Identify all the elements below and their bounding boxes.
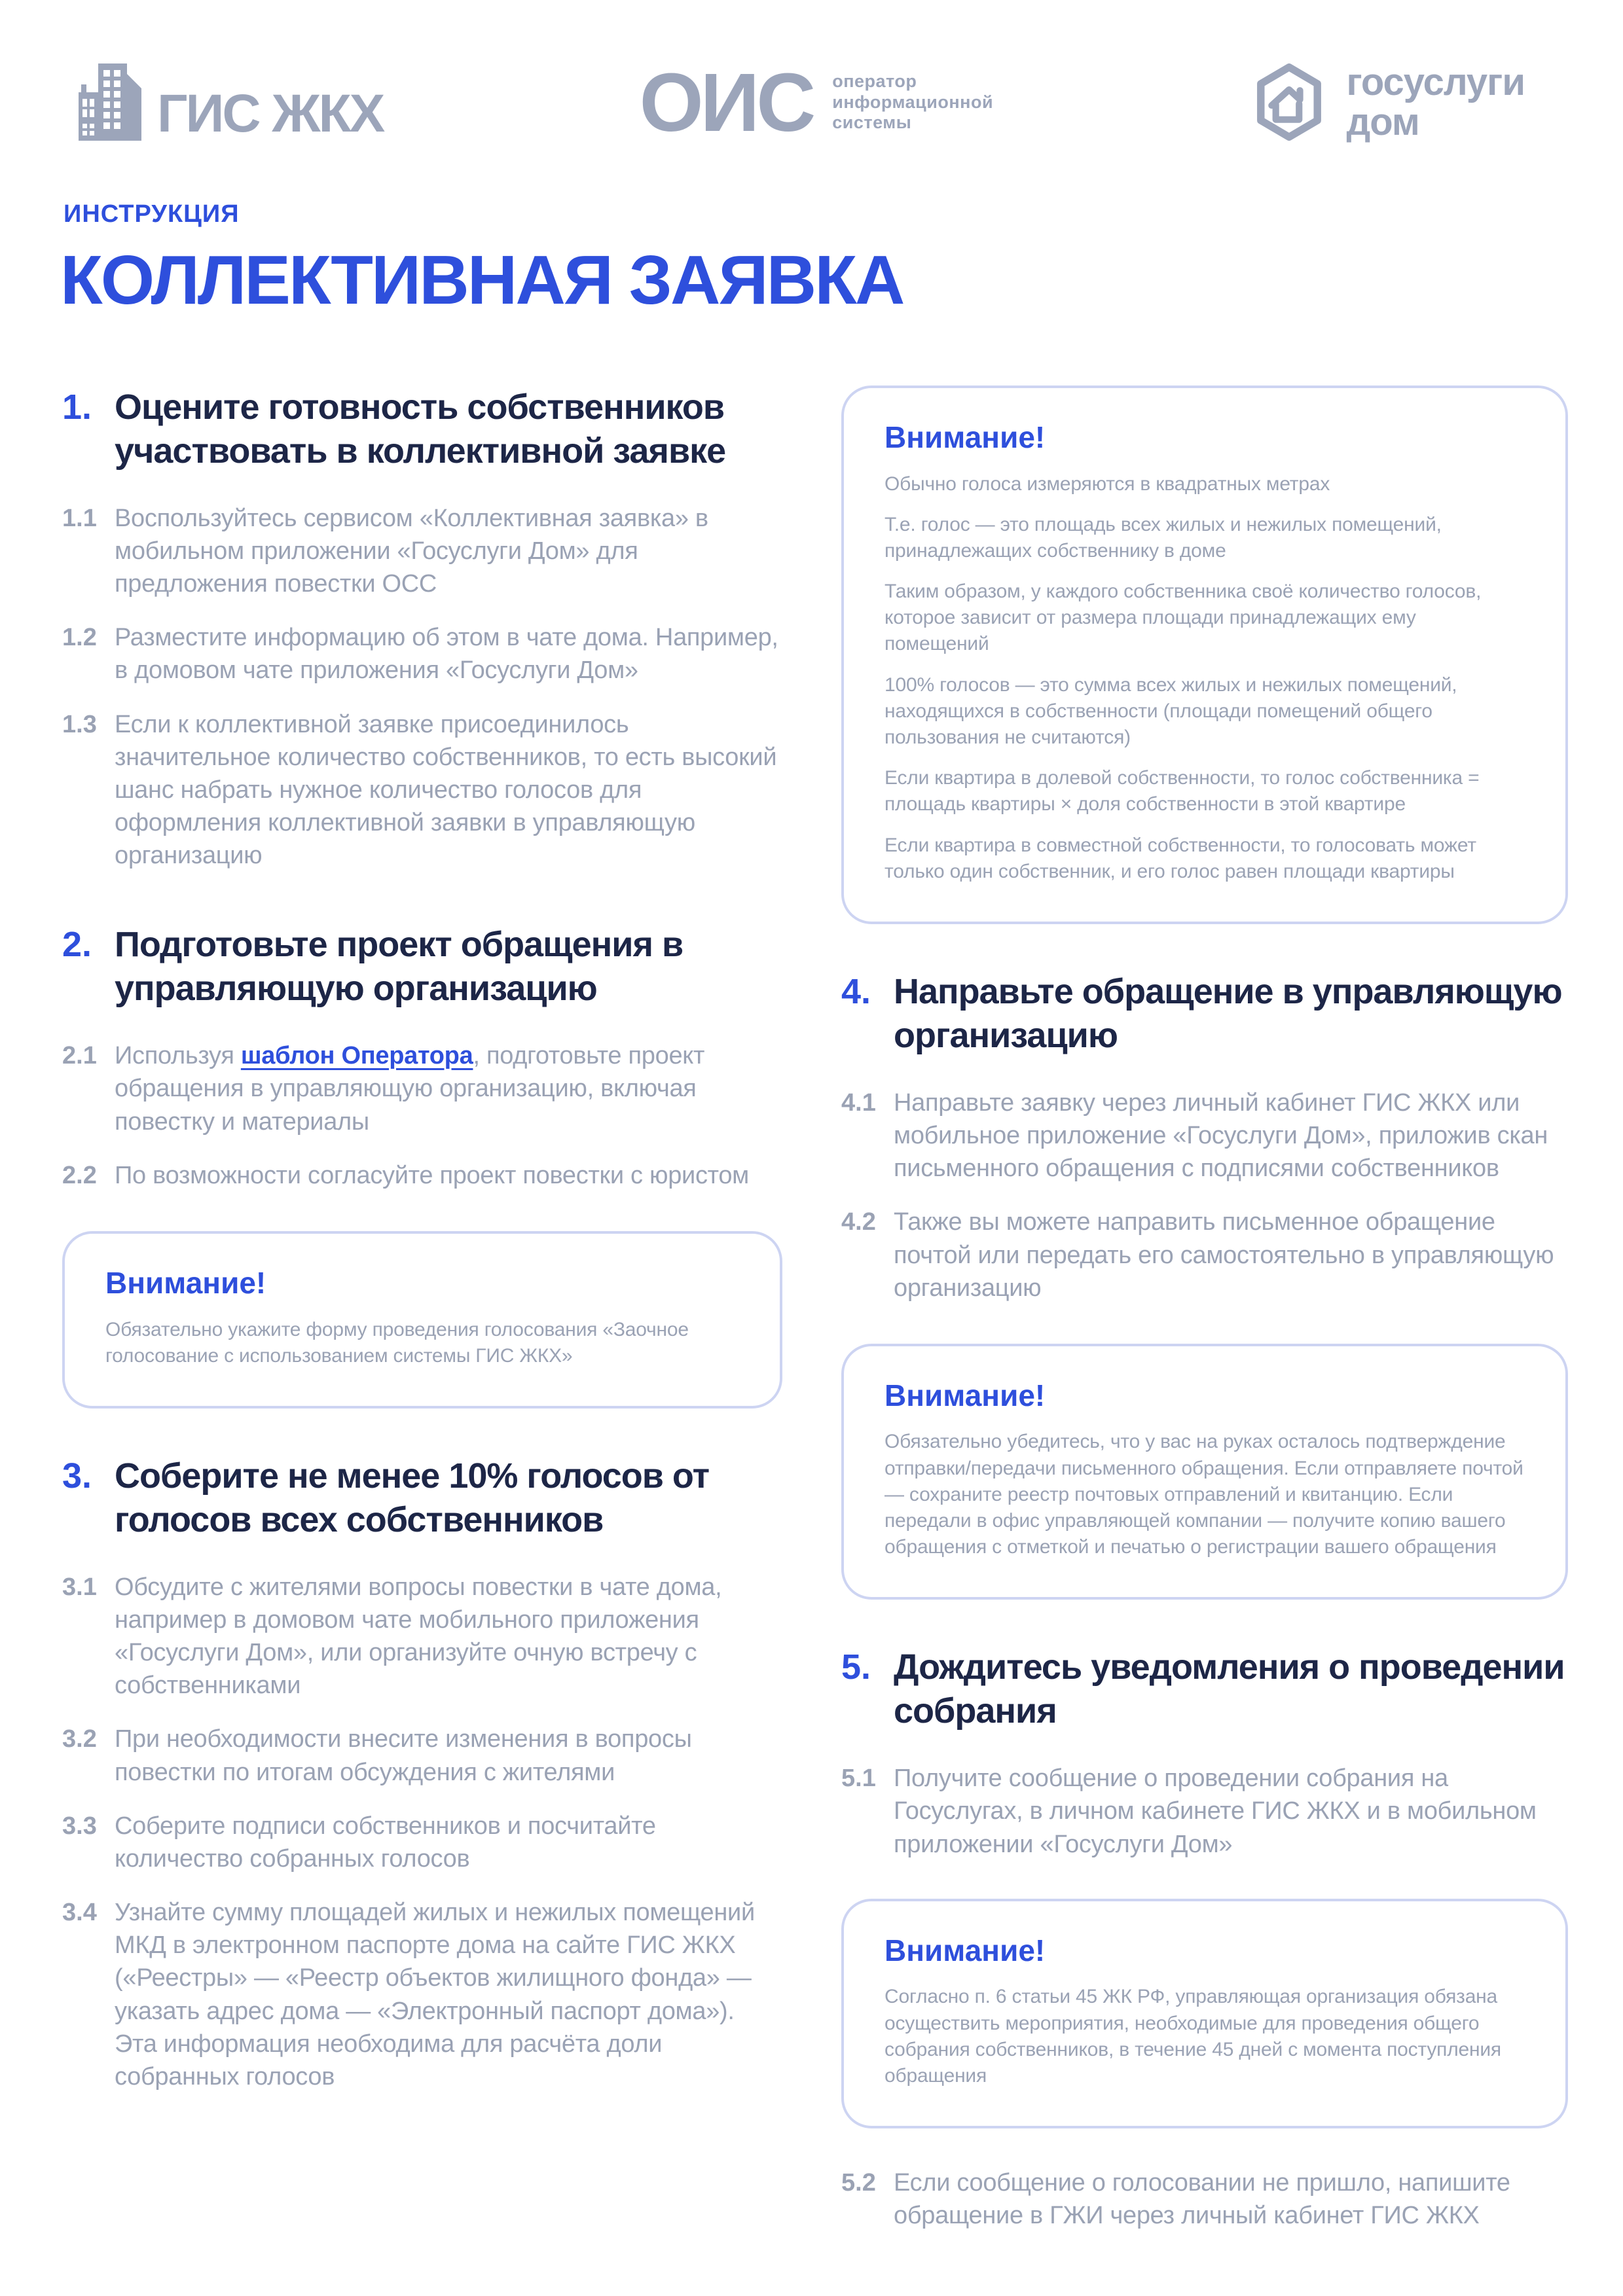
step-text: Обсудите с жителями вопросы повестки в чате дома, например в домовом чате мобильного приложения «Госуслуги Дом», или организуйте очную встречу с собственниками (115, 1573, 722, 1700)
section-3 (62, 1454, 782, 2093)
step-text: Также вы можете направить письменное обращение почтой или передать его самостоятельно в управляющую организацию (894, 1208, 1554, 1302)
attention-box-delivery-proof (841, 1344, 1568, 1600)
operator-template-link[interactable]: шаблон Оператора (240, 1042, 473, 1070)
section-1-title: Оцените готовность собственников участвовать в коллективной заявке (115, 387, 726, 471)
gis-zhkh-logo (79, 63, 384, 144)
step-item-5-1 (841, 1762, 1568, 1860)
attention-text: Если квартира в совместной собственности, то голосовать может только один собственник, и его голос равен площади квартиры (884, 834, 1476, 882)
gosuslugi-dom-logo (1249, 62, 1525, 143)
step-item-1-3 (62, 708, 782, 872)
step-number: 5.2 (841, 2169, 876, 2197)
attention-title: Внимание! (884, 1378, 1046, 1412)
step-text: Воспользуйтесь сервисом «Коллективная заявка» в мобильном приложении «Госуслуги Дом» для предложения повестки ОСС (115, 504, 708, 598)
step-text (115, 1039, 782, 1138)
step-item-2-1 (62, 1039, 782, 1138)
step-number: 5.1 (841, 1765, 876, 1793)
step-text: При необходимости внесите изменения в вопросы повестки по итогам обсуждения с жителями (115, 1725, 692, 1786)
ois-logo-label: ОИС (639, 56, 813, 149)
attention-text: 100% голосов — это сумма всех жилых и нежилых помещений, находящихся в собственности (площади помещений общего пользования не считаются) (884, 673, 1457, 749)
page-title: КОЛЛЕКТИВНАЯ ЗАЯВКА (60, 241, 903, 319)
attention-title: Внимание! (884, 420, 1046, 454)
ois-subtitle-line2: информационной (832, 92, 994, 112)
section-4 (841, 970, 1568, 1304)
left-column (62, 386, 782, 2093)
step-text-before-link: Используя (115, 1042, 241, 1070)
section-1-number: 1. (62, 387, 92, 427)
section-5 (841, 1645, 1568, 2232)
attention-text: Если квартира в долевой собственности, то голос собственника = площадь квартиры × доля собственности в этой квартире (884, 767, 1480, 816)
dom-label-line1: госуслуги (1346, 61, 1525, 103)
step-number: 1.3 (62, 710, 97, 738)
section-3-title: Соберите не менее 10% голосов от голосов всех собственников (115, 1456, 710, 1539)
step-number: 2.1 (62, 1042, 97, 1070)
attention-box-45-days (841, 1899, 1568, 2128)
step-number: 3.2 (62, 1725, 97, 1753)
header (0, 0, 1623, 149)
section-2-number: 2. (62, 925, 92, 965)
step-text: По возможности согласуйте проект повестки с юристом (115, 1161, 750, 1189)
step-text: Разместите информацию об этом в чате дома. Например, в домовом чате приложения «Госуслуги Дом» (115, 624, 778, 685)
step-text: Получите сообщение о проведении собрания на Госуслугах, в личном кабинете ГИС ЖКХ и в мобильном приложении «Госуслуги Дом» (894, 1765, 1537, 1858)
section-3-number: 3. (62, 1456, 92, 1496)
step-number: 3.1 (62, 1573, 97, 1601)
step-item-3-1 (62, 1571, 782, 1702)
step-item-1-2 (62, 621, 782, 687)
dom-label-line2: дом (1346, 101, 1419, 144)
document-kicker: ИНСТРУКЦИЯ (64, 200, 240, 228)
attention-text: Обычно голоса измеряются в квадратных метрах (884, 473, 1330, 495)
ois-subtitle-line1: оператор (832, 71, 917, 91)
attention-box-voting-form (62, 1231, 782, 1408)
step-item-3-2 (62, 1723, 782, 1788)
section-2-title: Подготовьте проект обращения в управляющую организацию (115, 925, 684, 1009)
attention-text: Обязательно укажите форму проведения голосования «Заочное голосование с использованием системы ГИС ЖКХ» (105, 1318, 689, 1367)
step-number: 4.2 (841, 1208, 876, 1236)
step-item-3-4 (62, 1896, 782, 2093)
step-number: 1.1 (62, 504, 97, 532)
step-text: Если к коллективной заявке присоединилось значительное количество собственников, то есть высокий шанс набрать нужное количество голосов для оформления коллективной заявки в управляющую организацию (115, 710, 777, 870)
step-item-3-3 (62, 1810, 782, 1875)
step-number: 2.2 (62, 1161, 97, 1189)
attention-title: Внимание! (105, 1265, 266, 1300)
section-1 (62, 386, 782, 872)
attention-text: Согласно п. 6 статьи 45 ЖК РФ, управляющая организация обязана осуществить мероприятия, необходимые для проведения общего собрания собственников, в течение 45 дней с момента поступления обращения (884, 1986, 1501, 2087)
house-icon (1249, 62, 1329, 142)
attention-text: Т.е. голос — это площадь всех жилых и нежилых помещений, принадлежащих собственнику в доме (884, 513, 1442, 562)
section-2 (62, 923, 782, 1192)
gis-zhkh-logo-label: ГИС ЖКХ (157, 84, 384, 144)
step-number: 1.2 (62, 624, 97, 652)
section-4-number: 4. (841, 971, 871, 1011)
step-text-after-link: , подготовьте проект обращения в управляющую организацию, включая повестку и материалы (115, 1042, 705, 1136)
step-number: 3.4 (62, 1899, 97, 1927)
attention-text: Обязательно убедитесь, что у вас на руках осталось подтверждение отправки/передачи письменного обращения. Если отправляете почтой — сохраните реестр почтовых отправлений и квитанцию. Если передали в офис управляющей компании — получите копию вашего обращения с отметкой и печатью о регистрации вашего обращения (884, 1431, 1523, 1558)
content-columns (0, 315, 1623, 2232)
step-item-2-2 (62, 1159, 782, 1192)
step-number: 4.1 (841, 1088, 876, 1117)
ois-subtitle-line3: системы (832, 113, 912, 133)
step-text: Соберите подписи собственников и посчитайте количество собранных голосов (115, 1812, 656, 1873)
step-item-1-1 (62, 502, 782, 600)
step-item-4-2 (841, 1206, 1568, 1304)
building-icon (79, 63, 147, 141)
section-5-title: Дождитесь уведомления о проведении собрания (894, 1647, 1565, 1731)
attention-text: Таким образом, у каждого собственника своё количество голосов, которое зависит от размера площади принадлежащих ему помещений (884, 581, 1482, 655)
right-column (841, 386, 1568, 2232)
attention-title: Внимание! (884, 1933, 1046, 1967)
step-item-5-2 (841, 2166, 1568, 2232)
gosuslugi-dom-logo-label (1346, 62, 1525, 143)
step-number: 3.3 (62, 1812, 97, 1840)
step-text: Направьте заявку через личный кабинет ГИС ЖКХ или мобильное приложение «Госуслуги Дом», приложив скан письменного обращения с подписями собственников (894, 1088, 1548, 1183)
step-item-4-1 (841, 1086, 1568, 1185)
step-text: Узнайте сумму площадей жилых и нежилых помещений МКД в электронном паспорте дома на сайте ГИС ЖКХ («Реестры» — «Реестр объектов жилищного фонда» — указать адрес дома — «Электронный паспорт дома»). Эта информация необходима для расчёта доли собранных голосов (115, 1899, 755, 2090)
attention-box-votes-info (841, 386, 1568, 924)
section-5-number: 5. (841, 1647, 871, 1687)
section-4-title: Направьте обращение в управляющую организацию (894, 971, 1562, 1055)
step-text: Если сообщение о голосовании не пришло, напишите обращение в ГЖИ через личный кабинет ГИС ЖКХ (894, 2169, 1510, 2230)
ois-logo (639, 56, 994, 149)
ois-logo-subtitle (832, 71, 993, 134)
